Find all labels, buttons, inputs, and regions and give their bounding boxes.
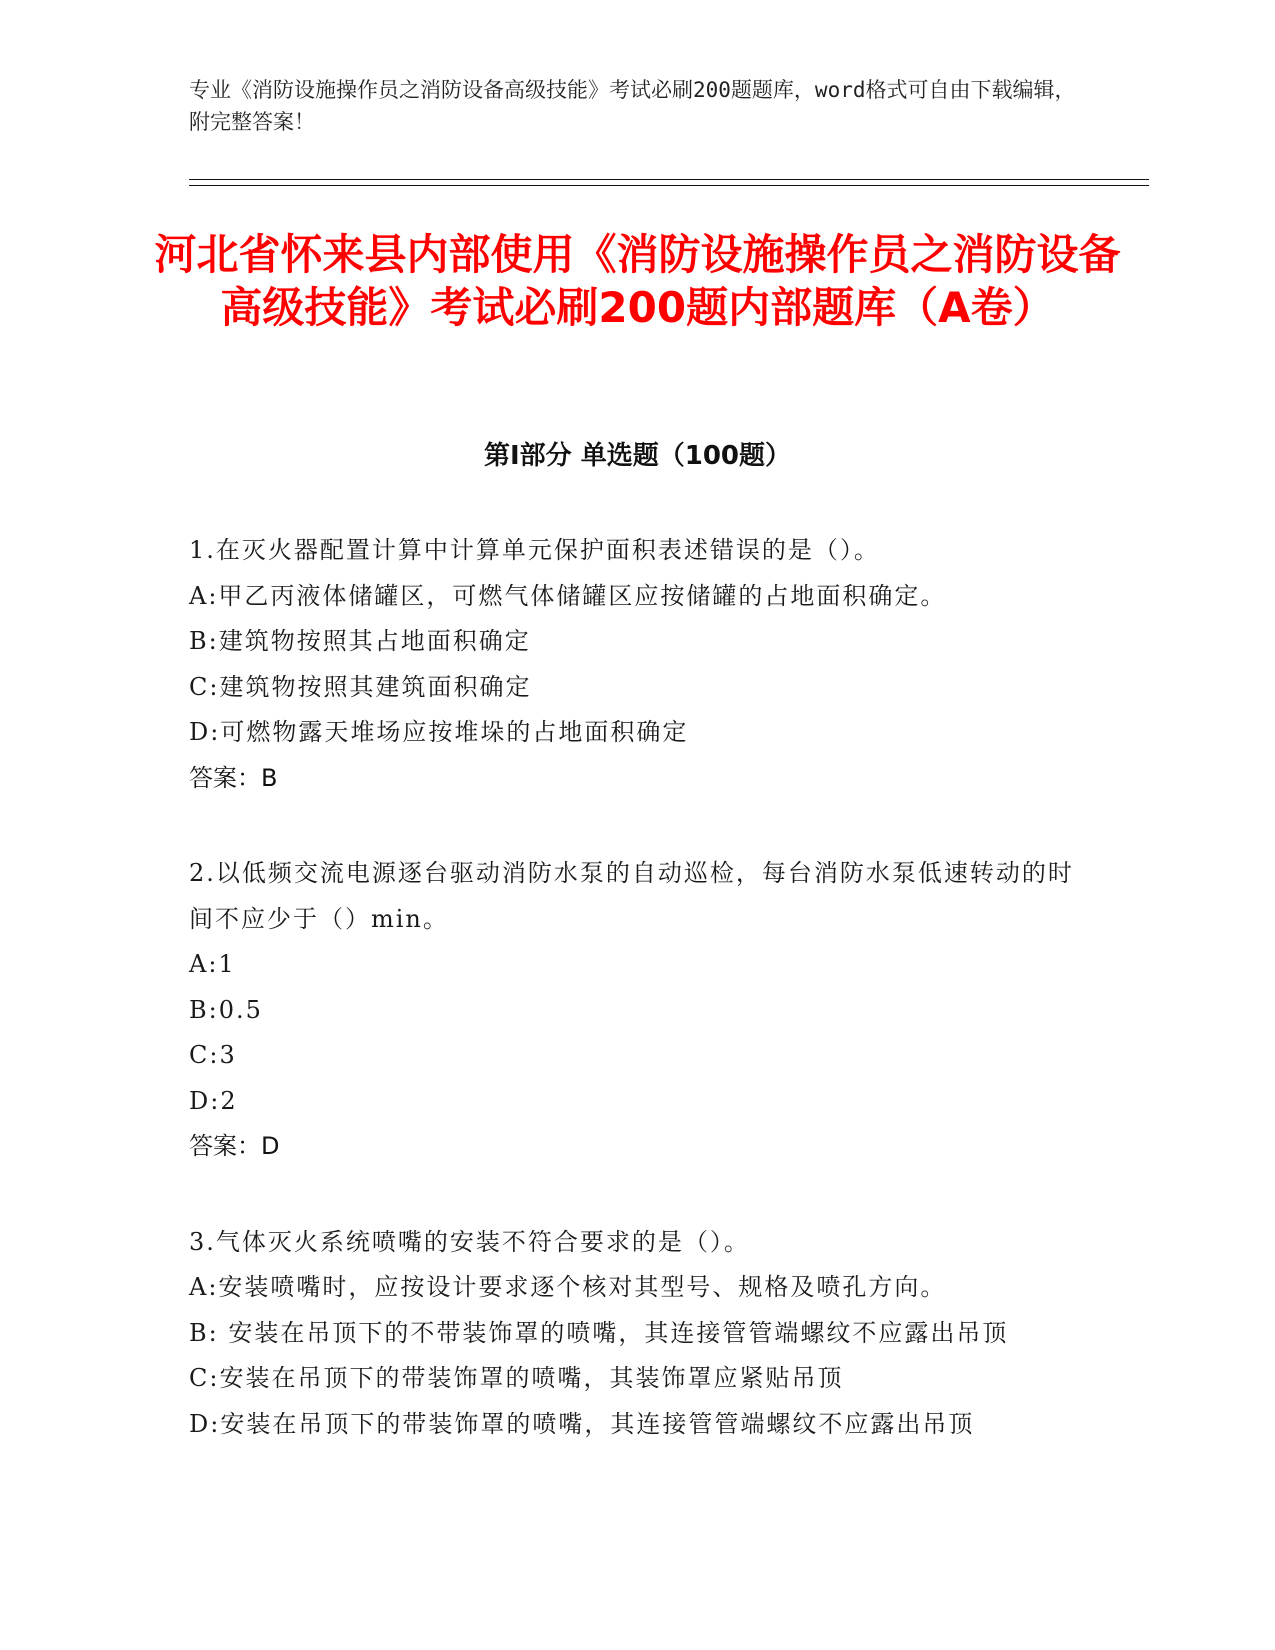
option-text: 安装在吊顶下的不带装饰罩的喷嘴，其连接管管端螺纹不应露出吊顶 (228, 1318, 1009, 1347)
option-text: 可燃物露天堆场应按堆垛的占地面积确定 (220, 718, 689, 746)
option-b (189, 1311, 1079, 1357)
option-label: C: (189, 1364, 220, 1392)
option-text: 建筑物按照其建筑面积确定 (219, 672, 532, 701)
option-label: B: (189, 1318, 229, 1347)
header-rule-top (189, 179, 1149, 180)
option-b (189, 988, 1079, 1034)
question-1 (189, 528, 1079, 801)
option-label: A: (189, 581, 219, 610)
answer: 答案：B (189, 763, 278, 792)
question-stem: 2.以低频交流电源逐台驱动消防水泵的自动巡检，每台消防水泵低速转动的时间不应少于（）min。 (189, 859, 1074, 933)
option-text: 0.5 (218, 995, 263, 1024)
question-list (189, 528, 1079, 1447)
option-b (189, 619, 1079, 665)
option-label: B: (189, 627, 219, 655)
answer: 答案：D (189, 1132, 280, 1160)
option-c (189, 1033, 1079, 1079)
option-label: C: (189, 672, 220, 701)
option-a (189, 574, 1079, 620)
option-d (189, 710, 1079, 756)
option-label: D: (189, 1086, 221, 1115)
option-label: D: (189, 1409, 221, 1438)
option-label: C: (189, 1041, 220, 1069)
document-title: 河北省怀来县内部使用《消防设施操作员之消防设备高级技能》考试必刷200题内部题库（A卷） (154, 230, 1121, 332)
header-rule-bottom (189, 185, 1149, 186)
option-label: A: (189, 950, 219, 978)
option-c (189, 1356, 1079, 1402)
option-label: D: (189, 718, 221, 746)
option-d (189, 1079, 1079, 1125)
option-text: 3 (219, 1041, 237, 1069)
option-a (189, 1265, 1079, 1311)
option-text: 安装在吊顶下的带装饰罩的喷嘴，其连接管管端螺纹不应露出吊顶 (220, 1409, 975, 1438)
question-3 (189, 1220, 1079, 1448)
option-text: 2 (220, 1086, 238, 1115)
option-label: A: (189, 1273, 219, 1301)
question-stem: 3.气体灭火系统喷嘴的安装不符合要求的是（）。 (189, 1227, 750, 1256)
question-2 (189, 851, 1079, 1170)
option-a (189, 942, 1079, 988)
intro-text: 专业《消防设施操作员之消防设备高级技能》考试必刷200题题库，word格式可自由下载编辑，附完整答案！ (189, 78, 1076, 134)
option-text: 甲乙丙液体储罐区，可燃气体储罐区应按储罐的占地面积确定。 (218, 581, 947, 610)
option-d (189, 1402, 1079, 1448)
question-stem: 1.在灭火器配置计算中计算单元保护面积表述错误的是（）。 (189, 536, 880, 564)
option-c (189, 665, 1079, 711)
option-text: 安装喷嘴时，应按设计要求逐个核对其型号、规格及喷孔方向。 (218, 1273, 947, 1301)
option-text: 安装在吊顶下的带装饰罩的喷嘴，其装饰罩应紧贴吊顶 (219, 1364, 844, 1392)
option-text: 1 (218, 950, 236, 978)
option-label: B: (189, 995, 219, 1024)
option-text: 建筑物按照其占地面积确定 (218, 627, 531, 655)
section-title: 第Ⅰ部分 单选题（100题） (484, 441, 791, 471)
